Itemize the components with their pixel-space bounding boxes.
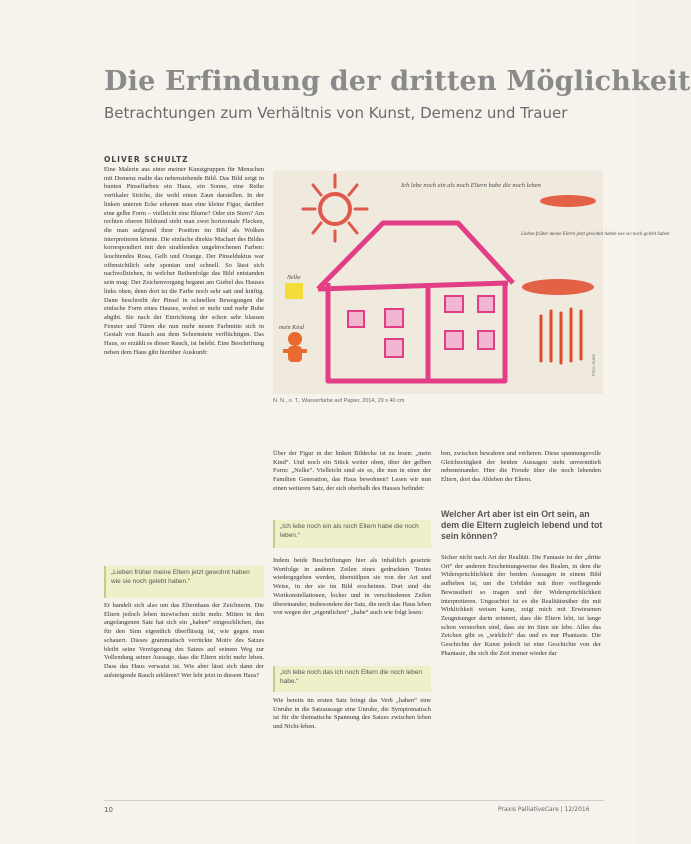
handwriting-right: Lieben früher meine Eltern jetzt gewohnt haben wie sie noch gelebt haben: [521, 232, 670, 237]
pull-quote-1: „Lieben früher meine Eltern jetzt gewohnt haben wie sie noch gelebt haben.“: [104, 566, 264, 598]
body-text-column-1a: Eine Malerin aus einer meiner Kunstgruppen für Menschen mit Demenz malte das nebenstehende Bild. Das Bild zeigt in bunten Pinselfarben ein Haus, ein Sonne, eine Reihe vertikaler Striche, die wohl einen Zaun darstellen. In der linken unteren Ecke erkennt man eine kleine Figur, darüber eine gelbe Form – vielleicht eine Blume? Oder ein Stern? Am rechten oberen Bildrand sieht man zwei horizontale Flecken, die man aufgrund ihrer Position im Bild als Wolken interpretieren könnte. Die einfache direkte Machart des Bildes korrespondiert mit den strahlenden ungebrochenen Farben: leuchtendes Rosa, Gelb und Orange. Der Pinselduktus war offensichtlich sehr spontan und schnell. So lässt sich nachvollziehen, in welcher Reihenfolge das Bild entstanden sein mag: Der Zeichenvorgang begann am Giebel des Hauses links oben, denn dort ist die Farbe noch sehr satt und kräftig. Dann beschreibt der Pinsel in schnellen Bewegungen die einfache Form eines Hauses, wobei er mehr und mehr Ruhe abgibt. Sie nach der Einrichtung der schon sehr blassen Fenster und Türen die nun mehr neuen Farbmitte sich in Gestalt von Rauch aus dem Schornstein verflüchtigen. Das Haus, so erzählt es dieser Rauch, ist belebt. Eine Beschriftung neben dem Haus gibt hierüber Auskunft:: [104, 166, 264, 356]
pull-quote-3: „Ich lebe noch das ich noch Eltern die noch leben habe.“: [273, 666, 431, 692]
article-title: Die Erfindung der dritten Möglichkeit: [104, 66, 691, 97]
footer-divider: [104, 800, 604, 801]
body-text-column-1b: Er handelt sich also um das Elternhaus der Zeichnerin. Die Eltern jedoch leben inzwischen nicht mehr. Mitten in den angefangenen Satz hat sich ein „haben“ eingeschlichen, das für den Sinn eigentlich überflüssig ist, wie gegen man schauert. Dieses grammatisch verrückte Motiv des Satzes bleibt seine Verzögerung des Satzes auf seinem Weg zur Vollendung seiner Aussage, dass die Eltern nicht mehr leben. Dass das Haus verwaist ist. Wie aber lässt sich dann der aufsteigende Rauch erklären? Wer lebt jetzt in diesem Haus?: [104, 602, 264, 679]
author-name: OLIVER SCHULTZ: [104, 155, 189, 164]
body-text-column-2b: Indem beide Beschriftungen hier als inhaltlich gesetzte Wortfolge in anderen Zeilen eines gedruckten Textes wiedergegeben werden, überstülpen sie von der Art und Weise, in der sie im Bild erscheinen. Dort sind die Wortkonstellationen, locker und in verschiedenen Zeilen übereinander, insbesondere der Satz, die noch das Haus leben von wegen der „eigentlichen“ „habe“ auch wie folgt lesen:: [273, 557, 431, 617]
handwriting-flower-label: Nelke: [287, 275, 301, 281]
child-painting-figure: [273, 171, 670, 394]
magazine-issue: Praxis PalliativeCare | 12/2016: [498, 806, 590, 813]
page-number: 10: [104, 806, 113, 814]
body-text-column-3b: Sicher nicht nach Art der Realität. Die Fantasie ist der „dritte Ort“ der anderen Erscheinungsweise des Realen, in dem die Widersprüchlichkeit der beiden Aussagen in einem Bild aufheben ist, um die Urbilder mit ihrer verfliegende Bewusstheit so tragen und der Widersprüchlichkeit interpretieren. Ungeachtet ist es die Realitätsnäher die mit Wirklichkeit weisen kann, zeigt mich mit Erwiesenen Zeugnisunger darin erinnert, dass die Eltern lebt, ist lange schon verstorben sind, dass sie im Sinn sie lebe. Alles das Zeichen gibt es „wirklich“ das und es nur Phantasie. Die Geschichte der Kunst jedoch ist eine Geschichte von der Phantasie, die sich die Zeit immer wieder dar: [441, 554, 601, 657]
body-text-column-2a: Über der Figur in der linken Bildecke ist zu lesen: „mein Kind“. Und noch ein Stück weiter oben, über der gelben Form: „Nelke“. Vielleicht sind sie es, die nun in einer der Familien Generation, das Haus bewohnen? Lesen wir nun einen weiteren Satz, der sich oberhalb des Hauses befindet:: [273, 450, 431, 492]
house-painting-illustration: [273, 171, 670, 394]
figure-caption: N. N., o. T., Wasserfarbe auf Papier, 2014, 29 x 40 cm: [273, 398, 405, 404]
body-text-column-3a: ben, zwischen bewahren und verlieren. Diese spannungsvolle Gleichzeitigkeit der beiden Aussagen steht unvermittelt nebeneinander. Hier die Freude über die noch lebenden Eltern, dort das Ableben der Eltern.: [441, 450, 601, 484]
body-text-column-2c: Wie bereits im ersten Satz bringt das Verb „haben“ eine Unruhe in die Satzaussage eine Unruhe, die Symptomatisch ist für die thematische Spannung des Satzes zwischen leben und Nicht-leben.: [273, 697, 431, 731]
handwriting-child-label: mein Kind: [279, 325, 304, 331]
article-subtitle: Betrachtungen zum Verhältnis von Kunst, Demenz und Trauer: [104, 104, 568, 122]
handwriting-top: Ich lebe noch ein als noch Eltern habe die noch leben: [401, 182, 541, 189]
photo-credit: Foto: Autor: [591, 353, 596, 376]
section-crosshead: Welcher Art aber ist ein Ort sein, an dem die Eltern zugleich lebend und tot sein können?: [441, 509, 603, 541]
pull-quote-2: „Ich lebe noch ein als noch Eltern habe die noch leben.“: [273, 520, 431, 548]
